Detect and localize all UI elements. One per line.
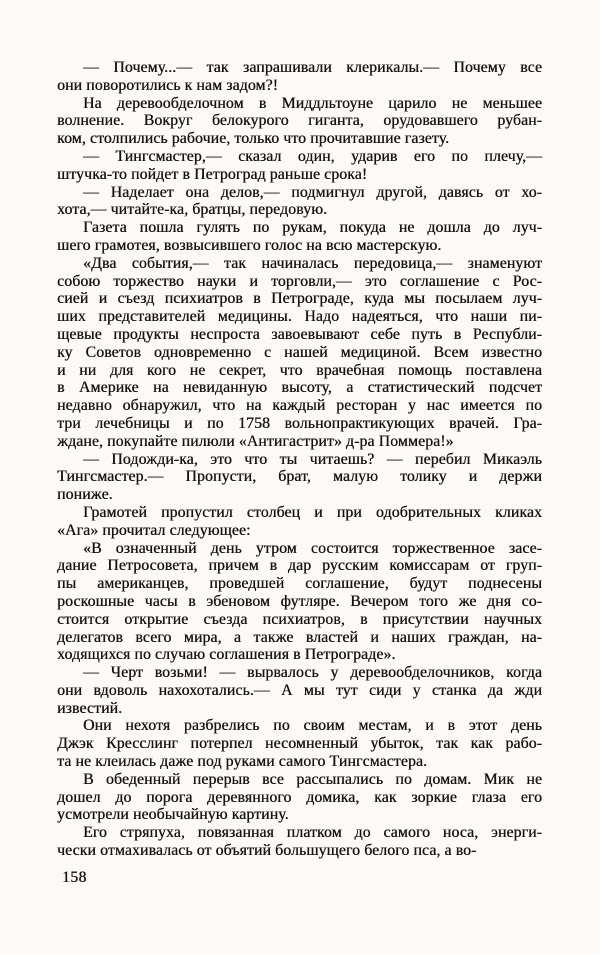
text-line: Тингсмастер.— Пропусти, брат, малую толику и держи	[57, 468, 542, 486]
text-line: Они нехотя разбрелись по своим местам, и в этот день	[83, 717, 542, 735]
text-line: — Черт возьми! — вырвалось у деревообделочников, когда	[83, 664, 542, 682]
text-line: — Почему...— так запрашивали клерикалы.— Почему все	[83, 59, 542, 76]
paragraph	[57, 771, 542, 824]
paragraph	[57, 824, 542, 860]
text-line: хота,— читайте-ка, братцы, передовую.	[57, 201, 328, 219]
text-line: — Наделает она делов,— подмигнул другой, давясь от хо-	[83, 183, 542, 201]
text-line: ждане, покупайте пилюли «Антигастрит» д-ра Поммера!»	[57, 432, 454, 450]
paragraph	[57, 219, 542, 255]
text-line: На деревообделочном в Миддльтоуне царило не меньшее	[83, 94, 542, 112]
text-line: они поворотились к нам задом?!	[57, 76, 278, 94]
text-line: Джэк Кресслинг потерпел несомненный убыток, так как рабо-	[57, 735, 542, 753]
text-line: ших представителей медицины. Надо надеяться, что наши пи-	[57, 308, 542, 326]
text-line: ку Советов одновременно с нашей медициной. Всем известно	[57, 343, 542, 361]
text-line: дошел до порога деревянного домика, как зоркие глаза его	[57, 788, 542, 806]
text-line: стоится открытие съезда психиатров, в присутствии научных	[57, 610, 542, 628]
text-line: усмотрели необычайную картину.	[57, 806, 289, 824]
text-line: пы американцев, проведшей соглашение, будут поднесены	[57, 575, 542, 593]
paragraph	[57, 540, 542, 665]
text-line: сией и съезд психиатров в Петрограде, куда мы посылаем луч-	[57, 290, 542, 308]
page-number: 158	[62, 869, 87, 886]
text-line: роскошные часы в эбеновом футляре. Вечером того же дня со-	[57, 592, 542, 610]
text-line: «Ага» прочитал следующее:	[57, 521, 251, 539]
text-line: ком, столпились рабочие, только что прочитавшие газету.	[57, 130, 450, 148]
paragraph	[57, 255, 542, 451]
text-line: дание Петросовета, причем в дар русским комиссарам от груп-	[57, 557, 542, 575]
text-line: Его стряпуха, повязанная платком до самого носа, энерги-	[83, 824, 542, 842]
text-line: В обеденный перерыв все рассыпались по домам. Мик не	[83, 770, 542, 788]
body-text	[57, 59, 542, 860]
text-line: ходящихся по случаю соглашения в Петрограде».	[57, 646, 396, 664]
text-line: они вдоволь нахохотались.— А мы тут сиди у станка да жди	[57, 681, 542, 699]
paragraph	[57, 664, 542, 717]
text-line: в Америке на невиданную высоту, а статистический подсчет	[57, 379, 542, 397]
text-line: — Тингсмастер,— сказал один, ударив его по плечу,—	[83, 147, 542, 165]
text-line: делегатов всего мира, а также властей и наших граждан, на-	[57, 628, 542, 646]
paragraph	[57, 59, 542, 95]
text-line: Грамотей пропустил столбец и при одобрительных кликах	[83, 503, 542, 521]
text-line: та не клеилась даже под руками самого Тингсмастера.	[57, 753, 428, 771]
text-line: пониже.	[57, 486, 113, 504]
text-line: «В означенный день утром состоится торжественное засе-	[83, 539, 542, 557]
text-line: шего грамотея, возвысившего голос на всю мастерскую.	[57, 236, 442, 254]
text-line: известий.	[57, 699, 123, 717]
text-line: и ни для кого не секрет, что врачебная помощь поставлена	[57, 361, 542, 379]
paragraph	[57, 451, 542, 504]
text-line: — Подожди-ка, это что ты читаешь? — перебил Микаэль	[83, 450, 542, 468]
paragraph	[57, 95, 542, 148]
paragraph	[57, 148, 542, 184]
text-line: щевые продукты неспроста завоевывают себе путь в Республи-	[57, 325, 542, 343]
paragraph	[57, 184, 542, 220]
text-line: чески отмахивалась от объятий большущего белого пса, а во-	[57, 842, 477, 860]
text-line: «Два события,— так начиналась передовица,— знаменуют	[83, 254, 542, 272]
text-line: штучка-то пойдет в Петроград раньше срока!	[57, 165, 368, 183]
text-line: Газета пошла гулять по рукам, покуда не дошла до луч-	[83, 219, 542, 237]
paragraph	[57, 717, 542, 770]
text-line: волнение. Вокруг белокурого гиганта, орудовавшего рубан-	[57, 112, 542, 130]
text-line: недавно обнаружил, что на каждый ресторан у нас имеется по	[57, 397, 542, 415]
text-line: собою торжество науки и торговли,— это соглашение с Рос-	[57, 272, 542, 290]
text-line: три лечебницы и по 1758 вольнопрактикующих врачей. Гра-	[57, 414, 542, 432]
paragraph	[57, 504, 542, 540]
